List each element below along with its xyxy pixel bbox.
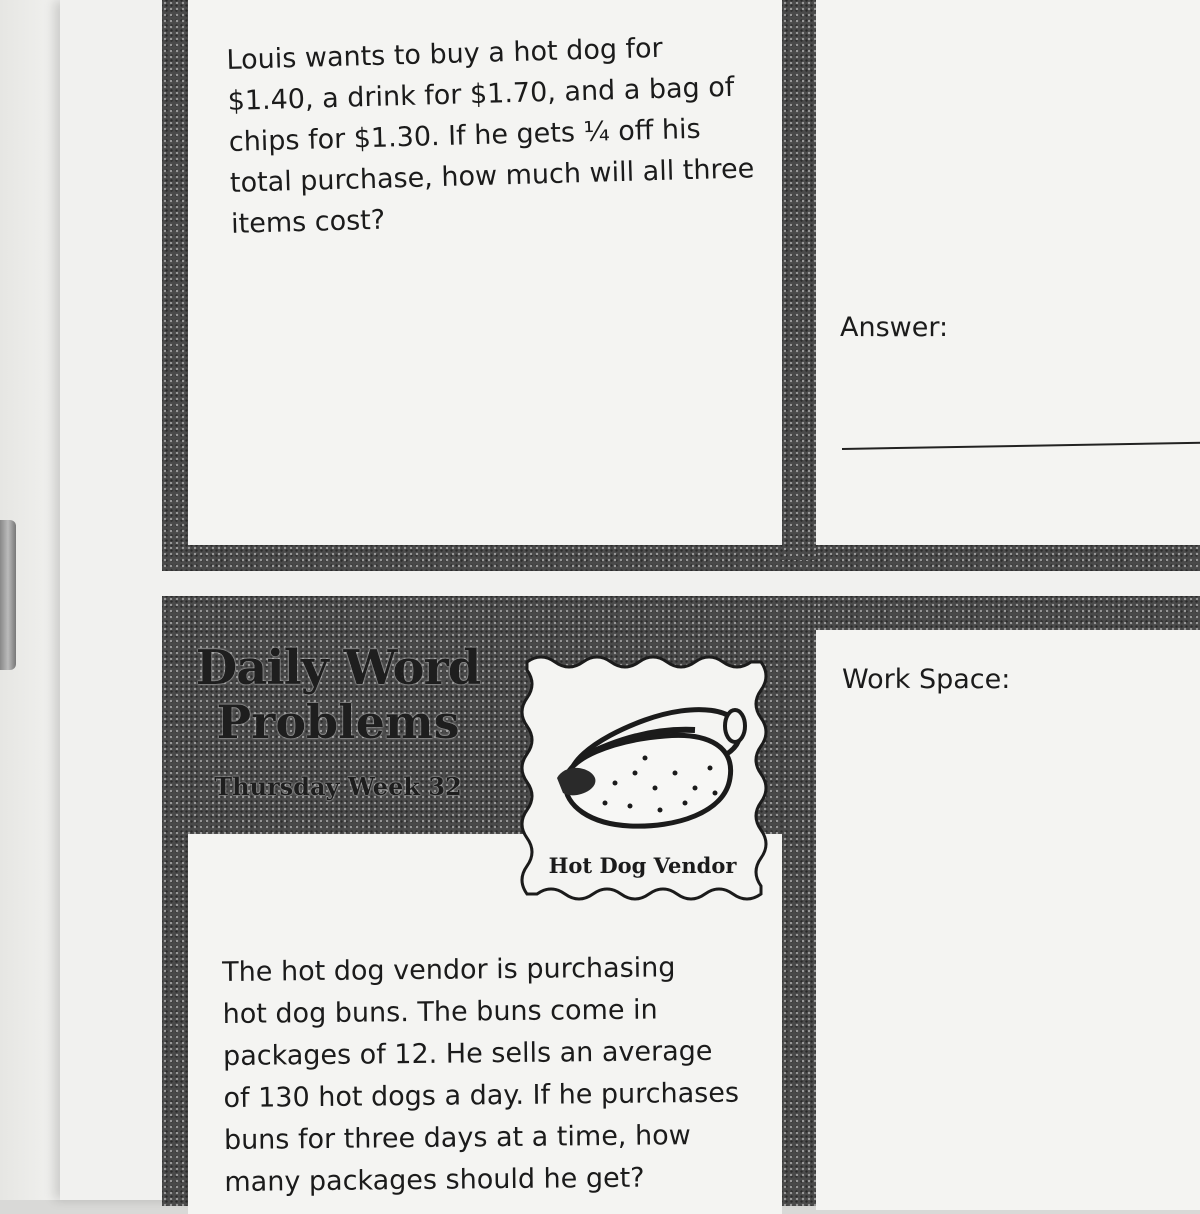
title-line-2: Problems (216, 695, 460, 749)
top-problem-text (226, 24, 792, 245)
bottom-problem-line: buns for three days at a time, how (223, 1120, 691, 1156)
stamp-caption: Hot Dog Vendor (548, 853, 737, 878)
title-line-1: Daily Word (195, 640, 481, 696)
bottom-problem-line: of 130 hot dogs a day. If he purchases (223, 1077, 740, 1114)
bottom-problem-line: packages of 12. He sells an average (222, 1035, 713, 1072)
top-problem-line: items cost? (230, 204, 386, 240)
answer-label: Answer: (840, 312, 949, 343)
bottom-problem-line: hot dog buns. The buns come in (222, 994, 658, 1030)
binder-clip (0, 520, 16, 670)
title-block (168, 600, 508, 815)
top-answer-cell (816, 0, 1200, 545)
top-problem-line: chips for $1.30. If he gets ¼ off his (228, 113, 702, 158)
hot-dog-icon (535, 678, 750, 848)
work-space-label: Work Space: (842, 664, 1011, 695)
bottom-problem-line: many packages should he get? (224, 1162, 645, 1198)
bottom-problem-text (222, 946, 795, 1204)
work-space-cell (816, 630, 1200, 1210)
top-card-bottom-border (162, 545, 1200, 571)
top-card-left-border (162, 0, 188, 570)
top-problem-line: total purchase, how much will all three (229, 153, 755, 199)
hot-dog-vendor-stamp (515, 650, 770, 915)
subtitle: Thursday Week 32 (214, 772, 462, 801)
top-problem-line: $1.40, a drink for $1.70, and a bag of (227, 71, 735, 117)
bottom-problem-line: The hot dog vendor is purchasing (222, 952, 676, 988)
top-problem-line: Louis wants to buy a hot dog for (226, 32, 664, 76)
